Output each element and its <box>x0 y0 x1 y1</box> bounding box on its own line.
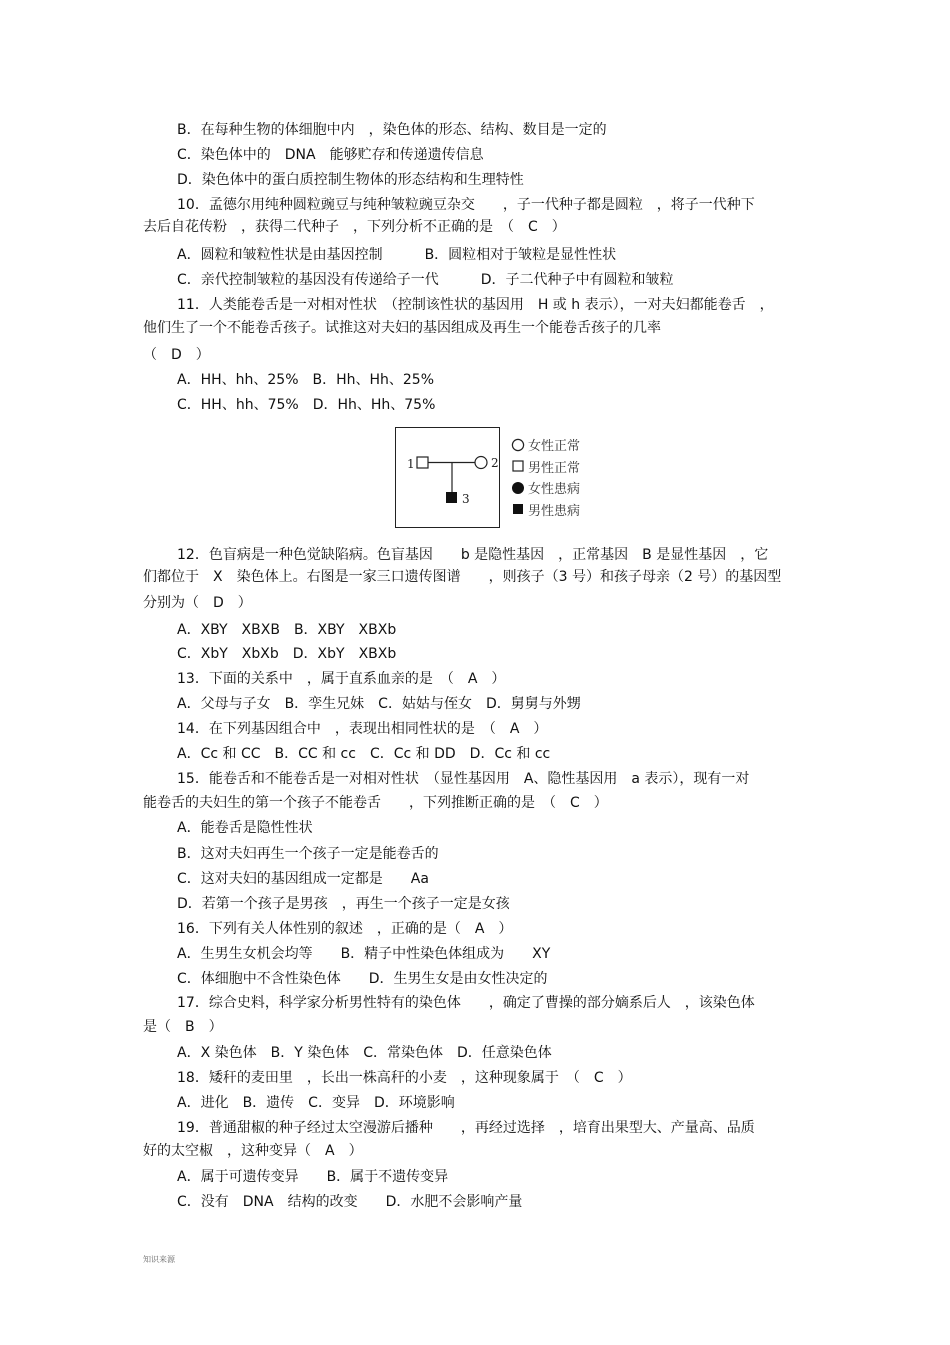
legend-item <box>511 456 580 478</box>
option-line: C．这对夫妇的基因组成一定都是 Aa <box>177 871 429 887</box>
filled-square-icon <box>511 502 525 516</box>
pedigree-label-1: 1 <box>407 457 415 471</box>
question-line: 14．在下列基因组合中 ，表现出相同性状的是 （ A ） <box>177 721 548 737</box>
mother-circle <box>475 457 487 469</box>
pedigree-label-2: 2 <box>491 456 499 470</box>
legend-item <box>511 477 580 499</box>
question-line: 10．孟德尔用纯种圆粒豌豆与纯种皱粒豌豆杂交 ，子一代种子都是圆粒 ，将子一代种下 <box>177 197 755 213</box>
question-line: 11．人类能卷舌是一对相对性状 （控制该性状的基因用 H 或 h 表示），一对夫妇都能卷舌 ， <box>177 297 774 313</box>
question-line: 13．下面的关系中 ，属于直系血亲的是 （ A ） <box>177 671 506 687</box>
option-line: C．染色体中的 DNA 能够贮存和传递遗传信息 <box>177 147 484 163</box>
answer-line: （ D ） <box>143 347 210 363</box>
question-line: 好的太空椒 ，这种变异（ A ） <box>143 1143 363 1159</box>
question-line: 19．普通甜椒的种子经过太空漫游后播种 ，再经过选择 ，培育出果型大、产量高、品质 <box>177 1120 755 1136</box>
option-line: A．能卷舌是隐性性状 <box>177 820 313 836</box>
option-line: C．亲代控制皱粒的基因没有传递给子一代 D．子二代种子中有圆粒和皱粒 <box>177 272 674 288</box>
pedigree-diagram <box>396 428 499 527</box>
option-line: C．XbY XbXb D．XbY XBXb <box>177 646 397 662</box>
option-line: C．HH、hh、75% D．Hh、Hh、75% <box>177 397 436 413</box>
legend-label: 男性患病 <box>528 503 581 519</box>
legend-label: 男性正常 <box>528 460 581 476</box>
option-line: C．体细胞中不含性染色体 D．生男生女是由女性决定的 <box>177 971 548 987</box>
pedigree-label-3: 3 <box>462 492 470 506</box>
option-line: D．染色体中的蛋白质控制生物体的形态结构和生理特性 <box>177 172 524 188</box>
legend-label: 女性患病 <box>528 482 581 498</box>
son-filled-square <box>446 492 457 503</box>
option-line: A．XBY XBXB B．XBY XBXb <box>177 622 397 638</box>
option-line: A．HH、hh、25% B．Hh、Hh、25% <box>177 372 435 388</box>
answer-line: 是（ B ） <box>143 1019 223 1035</box>
open-circle-icon <box>511 438 525 452</box>
pedigree-legend <box>511 434 580 520</box>
question-line: 12．色盲病是一种色觉缺陷病。色盲基因 b 是隐性基因 ，正常基因 B 是显性基因 ，它 <box>177 547 769 563</box>
question-line: 能卷舌的夫妇生的第一个孩子不能卷舌 ，下列推断正确的是 （ C ） <box>143 795 608 811</box>
question-line: 们都位于 X 染色体上。右图是一家三口遗传图谱 ，则孩子（3 号）和孩子母亲（2 号）的基因型 <box>143 569 782 585</box>
option-line: B．这对夫妇再生一个孩子一定是能卷舌的 <box>177 846 439 862</box>
legend-item <box>511 434 580 456</box>
option-line: A．进化 B．遗传 C．变异 D．环境影响 <box>177 1095 455 1111</box>
option-line: A．Cc 和 CC B．CC 和 cc C．Cc 和 DD D．Cc 和 cc <box>177 746 551 762</box>
question-line: 17．综合史料，科学家分析男性特有的染色体 ，确定了曹操的部分嫡系后人 ，该染色体 <box>177 995 755 1011</box>
legend-item <box>511 499 580 521</box>
open-square-icon <box>511 459 525 473</box>
option-line: A．圆粒和皱粒性状是由基因控制 B．圆粒相对于皱粒是显性性状 <box>177 247 617 263</box>
option-line: D．若第一个孩子是男孩 ，再生一个孩子一定是女孩 <box>177 896 510 912</box>
footer-note: 知识来源 <box>143 1255 175 1264</box>
question-line: 他们生了一个不能卷舌孩子。试推这对夫妇的基因组成及再生一个能卷舌孩子的几率 <box>143 320 661 336</box>
answer-line: 分别为（ D ） <box>143 595 252 611</box>
option-line: A．属于可遗传变异 B．属于不遗传变异 <box>177 1169 449 1185</box>
pedigree-chart <box>395 427 500 528</box>
option-line: C．没有 DNA 结构的改变 D．水肥不会影响产量 <box>177 1194 523 1210</box>
option-line: A．生男生女机会均等 B．精子中性染色体组成为 XY <box>177 946 551 962</box>
question-line: 18．矮秆的麦田里 ，长出一株高秆的小麦 ，这种现象属于 （ C ） <box>177 1070 632 1086</box>
legend-label: 女性正常 <box>528 439 581 455</box>
question-line: 15．能卷舌和不能卷舌是一对相对性状 （显性基因用 A、隐性基因用 a 表示），现有一对 <box>177 771 750 787</box>
option-line: A．父母与子女 B．孪生兄妹 C．姑姑与侄女 D．舅舅与外甥 <box>177 696 581 712</box>
father-square <box>417 457 428 468</box>
option-line: A．X 染色体 B．Y 染色体 C．常染色体 D．任意染色体 <box>177 1045 552 1061</box>
question-line: 16．下列有关人体性别的叙述 ，正确的是（ A ） <box>177 921 513 937</box>
question-line: 去后自花传粉 ，获得二代种子 ，下列分析不正确的是 （ C ） <box>143 219 566 235</box>
filled-circle-icon <box>511 481 525 495</box>
option-line: B．在每种生物的体细胞中内 ，染色体的形态、结构、数目是一定的 <box>177 122 607 138</box>
